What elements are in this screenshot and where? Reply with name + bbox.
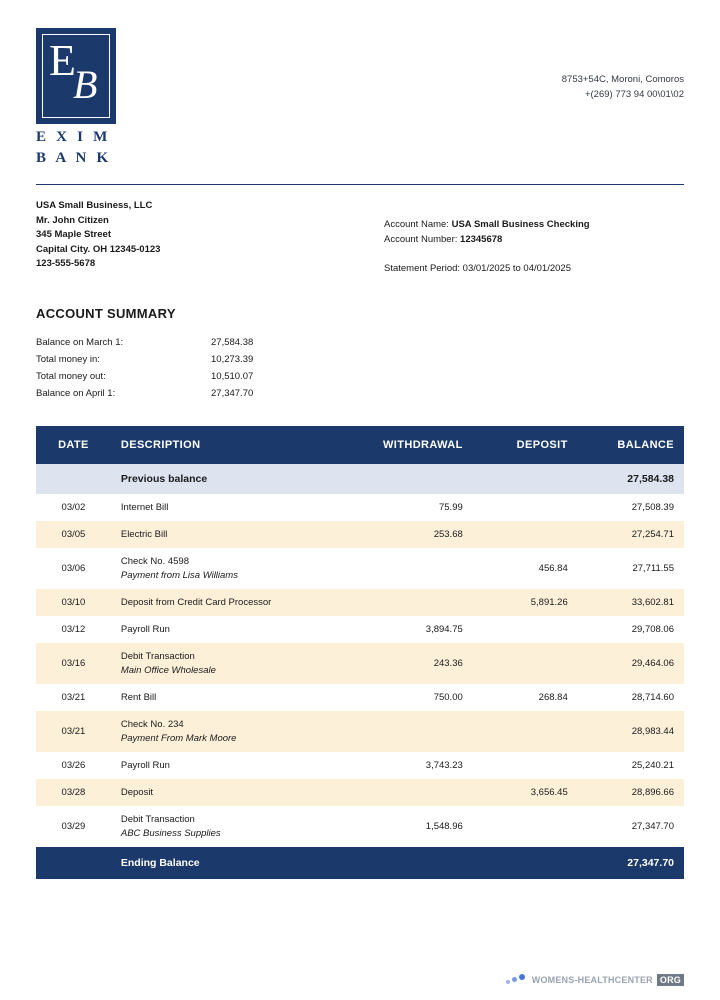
desc-main: Deposit from Credit Card Processor <box>120 597 272 608</box>
account-name-row <box>384 217 684 232</box>
cell-withdrawal <box>350 464 473 494</box>
cell-description <box>111 684 350 711</box>
cell-deposit: 456.84 <box>473 548 578 589</box>
desc-main: Debit Transaction <box>120 651 195 662</box>
cell-deposit: 268.84 <box>473 684 578 711</box>
customer-line-1: USA Small Business, LLC <box>36 200 153 211</box>
cell-description <box>111 548 350 589</box>
customer-line-2: Mr. John Citizen <box>36 214 109 226</box>
desc-main: Electric Bill <box>120 529 168 540</box>
customer-address <box>36 199 160 276</box>
summary-value: 10,273.39 <box>211 354 254 365</box>
cell-date: 03/10 <box>36 589 111 616</box>
desc-main: Payroll Run <box>120 760 170 771</box>
cell-withdrawal: 750.00 <box>350 684 473 711</box>
summary-label: Balance on April 1: <box>36 388 116 399</box>
account-summary-title: ACCOUNT SUMMARY <box>36 306 176 321</box>
transactions-table <box>36 426 684 879</box>
cell-withdrawal <box>350 589 473 616</box>
desc-sub: Payment From Mark Moore <box>120 733 237 744</box>
cell-deposit <box>473 806 578 847</box>
cell-balance: 27,508.39 <box>578 494 684 521</box>
cell-date: 03/06 <box>36 548 111 589</box>
cell-balance: 33,602.81 <box>578 589 684 616</box>
customer-line-5: 123-555-5678 <box>36 258 96 269</box>
account-details <box>384 199 684 276</box>
cell-deposit <box>473 616 578 643</box>
summary-row <box>36 351 684 368</box>
bank-logo-mark <box>36 28 116 124</box>
cell-description <box>111 779 350 806</box>
footer-watermark <box>506 974 684 986</box>
bank-phone: +(269) 773 94 00\01\02 <box>584 89 684 100</box>
cell-description: Ending Balance <box>111 847 350 879</box>
summary-value: 27,584.38 <box>211 337 254 348</box>
transactions-body <box>36 464 684 879</box>
account-number-label: Account Number: <box>384 234 458 245</box>
cell-withdrawal: 243.36 <box>350 643 473 684</box>
cell-withdrawal: 3,894.75 <box>350 616 473 643</box>
cell-date: 03/21 <box>36 684 111 711</box>
cell-deposit <box>473 464 578 494</box>
bank-address: 8753+54C, Moroni, Comoros <box>561 74 684 85</box>
cell-balance: 27,584.38 <box>578 464 684 494</box>
summary-value: 10,510.07 <box>211 371 254 382</box>
cell-balance: 27,711.55 <box>578 548 684 589</box>
cell-balance: 28,896.66 <box>578 779 684 806</box>
table-row <box>36 752 684 779</box>
summary-label: Balance on March 1: <box>36 337 124 348</box>
cell-date: 03/29 <box>36 806 111 847</box>
header-date: DATE <box>36 426 111 464</box>
cell-description: Previous balance <box>111 464 350 494</box>
cell-description <box>111 643 350 684</box>
desc-main: Payroll Run <box>120 624 170 635</box>
summary-label: Total money in: <box>36 354 100 365</box>
cell-description <box>111 752 350 779</box>
cell-withdrawal <box>350 548 473 589</box>
cell-balance: 27,347.70 <box>578 806 684 847</box>
table-row <box>36 548 684 589</box>
transactions-header <box>36 426 684 464</box>
cell-date: 03/21 <box>36 711 111 752</box>
watermark-org: ORG <box>657 974 684 986</box>
bank-name-line1: E X I M <box>36 129 111 145</box>
desc-sub: Payment from Lisa Williams <box>120 570 238 581</box>
customer-line-4: Capital City. OH 12345-0123 <box>36 243 161 255</box>
account-number-value: 12345678 <box>460 234 503 245</box>
logo-letter-e: E <box>49 36 76 85</box>
account-summary-table <box>36 334 684 402</box>
statement-period: Statement Period: 03/01/2025 to 04/01/2025 <box>384 263 571 274</box>
cell-withdrawal: 3,743.23 <box>350 752 473 779</box>
cell-description <box>111 521 350 548</box>
cell-deposit <box>473 711 578 752</box>
summary-row <box>36 368 684 385</box>
desc-sub: Main Office Wholesale <box>120 665 216 676</box>
cell-balance: 29,708.06 <box>578 616 684 643</box>
desc-sub: ABC Business Supplies <box>120 828 221 839</box>
cell-deposit <box>473 643 578 684</box>
cell-deposit <box>473 494 578 521</box>
account-name-label: Account Name: <box>384 219 449 230</box>
cell-withdrawal: 1,548.96 <box>350 806 473 847</box>
cell-date: 03/12 <box>36 616 111 643</box>
header-description: DESCRIPTION <box>111 426 350 464</box>
header-deposit: DEPOSIT <box>473 426 578 464</box>
cell-deposit <box>473 847 578 879</box>
logo-letter-b: B <box>73 62 98 107</box>
desc-main: Check No. 234 <box>120 719 184 730</box>
cell-withdrawal: 75.99 <box>350 494 473 521</box>
cell-description <box>111 616 350 643</box>
cell-withdrawal: 253.68 <box>350 521 473 548</box>
header-withdrawal: WITHDRAWAL <box>350 426 473 464</box>
header-divider <box>36 184 684 185</box>
customer-line-3: 345 Maple Street <box>36 229 111 240</box>
swoosh-icon <box>506 974 528 986</box>
table-header-row <box>36 426 684 464</box>
bank-name-line2: B A N K <box>36 150 112 166</box>
summary-row <box>36 385 684 402</box>
desc-main: Debit Transaction <box>120 814 195 825</box>
cell-withdrawal <box>350 779 473 806</box>
bank-contact <box>562 28 684 102</box>
watermark-text: WOMENS-HEALTHCENTER <box>531 975 653 985</box>
summary-label: Total money out: <box>36 371 106 382</box>
cell-withdrawal <box>350 847 473 879</box>
cell-date: 03/16 <box>36 643 111 684</box>
cell-balance: 28,983.44 <box>578 711 684 752</box>
cell-date: 03/05 <box>36 521 111 548</box>
table-row <box>36 616 684 643</box>
cell-deposit: 3,656.45 <box>473 779 578 806</box>
statement-meta <box>36 199 684 276</box>
table-row <box>36 779 684 806</box>
cell-description <box>111 806 350 847</box>
table-row <box>36 711 684 752</box>
previous-balance-row <box>36 464 684 494</box>
account-name-value: USA Small Business Checking <box>451 219 590 230</box>
statement-header <box>36 0 684 166</box>
desc-main: Rent Bill <box>120 692 157 703</box>
table-row <box>36 643 684 684</box>
summary-value: 27,347.70 <box>211 388 254 399</box>
cell-withdrawal <box>350 711 473 752</box>
table-row <box>36 589 684 616</box>
table-row <box>36 494 684 521</box>
table-row <box>36 806 684 847</box>
header-balance: BALANCE <box>578 426 684 464</box>
desc-main: Check No. 4598 <box>120 556 189 567</box>
cell-date: 03/26 <box>36 752 111 779</box>
cell-balance: 28,714.60 <box>578 684 684 711</box>
cell-deposit <box>473 521 578 548</box>
account-number-row <box>384 232 684 247</box>
cell-date <box>36 847 111 879</box>
desc-main: Deposit <box>120 787 154 798</box>
table-row <box>36 521 684 548</box>
cell-date <box>36 464 111 494</box>
summary-row <box>36 334 684 351</box>
cell-date: 03/02 <box>36 494 111 521</box>
cell-balance: 29,464.06 <box>578 643 684 684</box>
cell-date: 03/28 <box>36 779 111 806</box>
cell-description <box>111 589 350 616</box>
cell-description <box>111 711 350 752</box>
cell-balance: 27,254.71 <box>578 521 684 548</box>
bank-logo <box>36 28 132 166</box>
cell-deposit <box>473 752 578 779</box>
desc-main: Internet Bill <box>120 502 169 513</box>
cell-description <box>111 494 350 521</box>
cell-balance: 25,240.21 <box>578 752 684 779</box>
table-row <box>36 684 684 711</box>
cell-deposit: 5,891.26 <box>473 589 578 616</box>
ending-balance-row <box>36 847 684 879</box>
cell-balance: 27,347.70 <box>578 847 684 879</box>
